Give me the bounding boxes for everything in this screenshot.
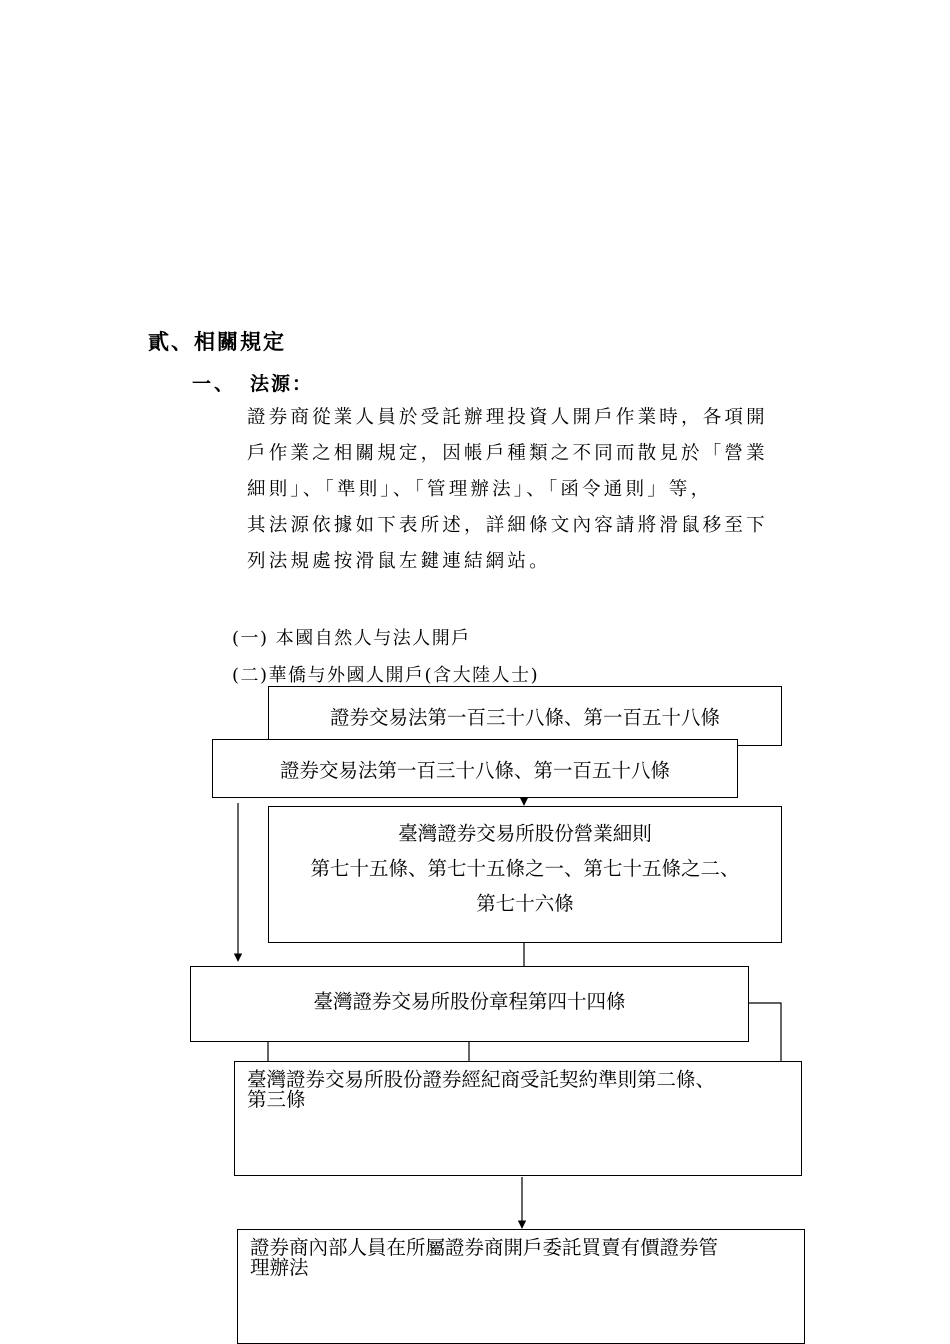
subheading-number: 一、 [192, 373, 237, 395]
box-label: 證券交易法第一百三十八條、第一百五十八條 [279, 759, 670, 782]
category-foreign[interactable]: (二)華僑与外國人開戶(含大陸人士) [232, 665, 540, 686]
category-domestic[interactable]: (一) 本國自然人与法人開戶 [232, 628, 471, 649]
box-label-line: 臺灣證券交易所股份營業細則 [398, 823, 652, 845]
paragraph-line: 戶作業之相關規定，因帳戶種類之不同而散見於「營業 [247, 443, 768, 464]
box-label-line: 第七十六條 [476, 893, 574, 915]
subheading-title: 法源： [250, 373, 314, 395]
paragraph-line: 證券商從業人員於受託辦理投資人開戶作業時，各項開 [247, 407, 768, 428]
flow-box-securities-act-primary[interactable] [268, 686, 782, 746]
box-label-line: 臺灣證券交易所股份證券經紀商受託契約準則第二條、 [247, 1069, 716, 1091]
flow-box-securities-act[interactable] [212, 739, 738, 798]
flow-box-articles-of-incorporation[interactable] [190, 966, 749, 1042]
flow-box-consignment-rules[interactable] [234, 1061, 802, 1176]
box-label-line: 第三條 [247, 1089, 306, 1111]
box-label: 臺灣證券交易所股份章程第四十四條 [313, 991, 626, 1013]
flow-box-internal-personnel-rules[interactable] [237, 1229, 805, 1344]
box-label-line: 證券商內部人員在所屬證券商開戶委託買賣有價證券管 [250, 1237, 719, 1259]
paragraph-line: 細則」、「準則」、「管理辦法」、「函令通則」等， [247, 479, 713, 500]
box-label-line: 第七十五條、第七十五條之一、第七十五條之二、 [310, 858, 740, 880]
paragraph-line: 其法源依據如下表所述，詳細條文內容請將滑鼠移至下 [247, 515, 768, 536]
paragraph-line: 列法規處按滑鼠左鍵連結網站。 [247, 551, 551, 572]
flow-box-business-rules[interactable] [268, 806, 782, 943]
section-heading: 貳、相關規定 [148, 329, 286, 354]
box-label: 證券交易法第一百三十八條、第一百五十八條 [329, 707, 720, 729]
box-label-line: 理辦法 [250, 1257, 309, 1279]
